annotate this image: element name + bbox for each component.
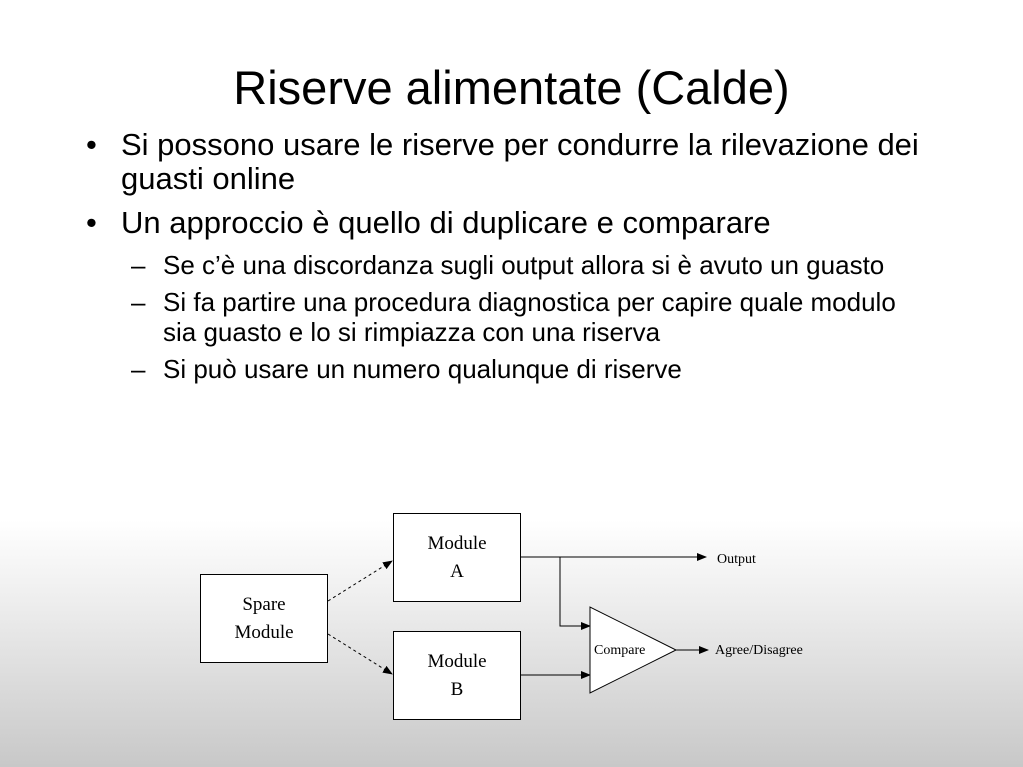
bullet-text: Un approccio è quello di duplicare e comparare (121, 205, 771, 240)
compare-label: Compare (594, 643, 646, 658)
slide-title: Riserve alimentate (Calde) (233, 61, 790, 114)
spare-module-label-line2: Module (234, 621, 294, 643)
module-a-label-line1: Module (427, 532, 487, 554)
bullet-text: Si possono usare le riserve per condurre la rilevazione dei guasti online (121, 127, 919, 196)
module-a-box (393, 513, 521, 602)
sub-bullet-text: Se c’è una discordanza sugli output allora si è avuto un guasto (163, 250, 885, 280)
spare-module-box (200, 574, 328, 663)
spare-to-b-dashed-arrow (328, 634, 392, 674)
sub-bullet-marker: – (131, 250, 146, 280)
bullet-marker: • (86, 127, 97, 162)
module-b-label-line2: B (450, 678, 464, 700)
sub-bullet-text: Si può usare un numero qualunque di riserve (163, 354, 682, 384)
sub-bullet-marker: – (131, 354, 146, 384)
sub-bullet-marker: – (131, 287, 146, 317)
bullet-marker: • (86, 205, 97, 240)
module-a-label-line2: A (450, 560, 464, 582)
spare-to-a-dashed-arrow (328, 561, 392, 601)
sub-bullet-text: Si fa partire una procedura diagnostica per capire quale modulo sia guasto e lo si rimpiazza con una riserva (163, 287, 896, 347)
a-to-compare-arrow (560, 557, 590, 626)
output-label: Output (717, 552, 756, 567)
agree-disagree-label: Agree/Disagree (715, 643, 803, 658)
module-b-box (393, 631, 521, 720)
spare-module-label-line1: Spare (242, 593, 286, 615)
module-b-label-line1: Module (427, 650, 487, 672)
